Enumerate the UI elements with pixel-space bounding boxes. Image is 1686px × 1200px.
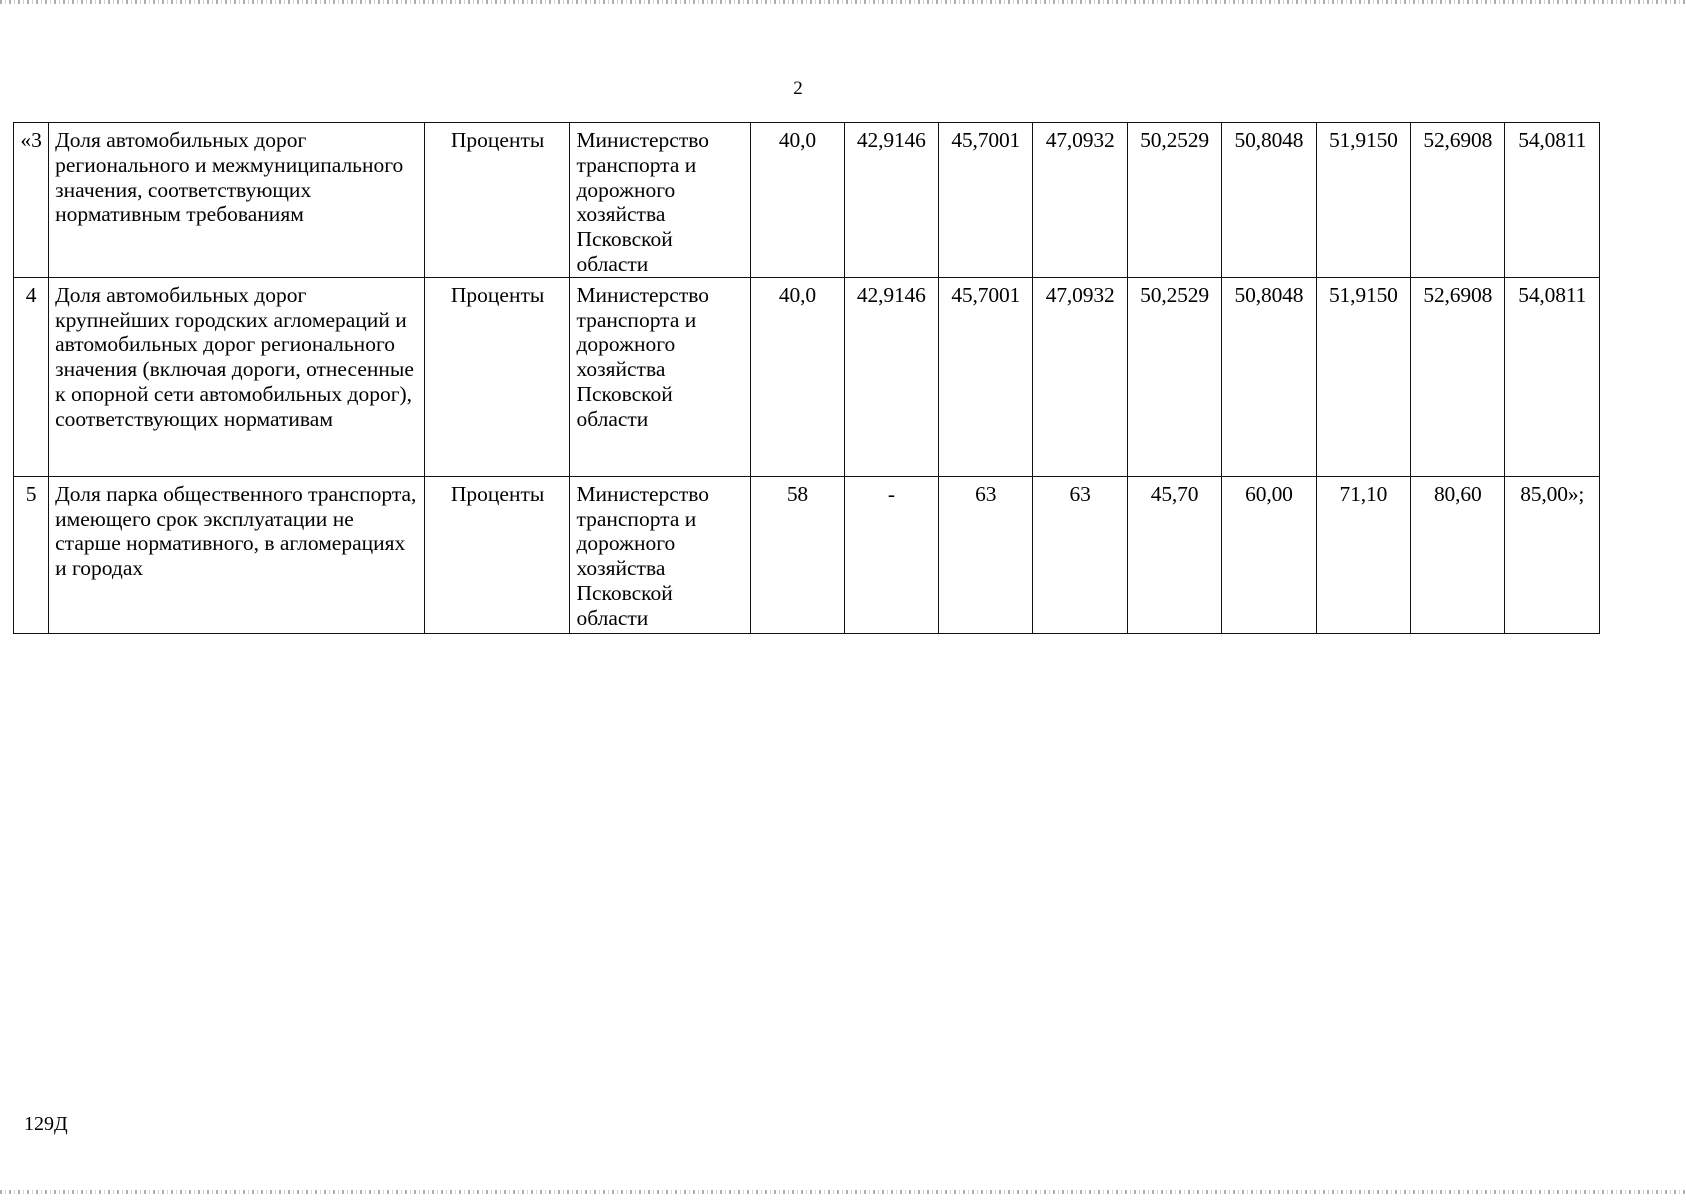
- indicators-table: [13, 122, 1600, 634]
- unit-cell: Проценты: [424, 476, 570, 633]
- row-number-cell: 5: [14, 476, 49, 633]
- value-cell: 51,9150: [1316, 277, 1410, 476]
- value-cell: 60,00: [1222, 476, 1316, 633]
- document-code: 129Д: [24, 1113, 68, 1135]
- scan-bottom-edge: [0, 1190, 1686, 1194]
- table-row: [14, 277, 1600, 476]
- page-number: 2: [793, 78, 803, 99]
- value-cell: 40,0: [751, 277, 844, 476]
- value-cell: 42,9146: [844, 123, 938, 278]
- unit-cell: Проценты: [424, 123, 570, 278]
- value-cell: 52,6908: [1411, 123, 1505, 278]
- row-number-cell: «3: [14, 123, 49, 278]
- value-cell: 80,60: [1411, 476, 1505, 633]
- scan-top-edge: [0, 0, 1686, 4]
- value-cell: 58: [751, 476, 844, 633]
- table-row: [14, 123, 1600, 278]
- value-cell: 45,70: [1127, 476, 1221, 633]
- table-row: [14, 476, 1600, 633]
- value-cell: 50,8048: [1222, 123, 1316, 278]
- value-cell: 45,7001: [939, 277, 1033, 476]
- value-cell: 51,9150: [1316, 123, 1410, 278]
- value-cell: -: [844, 476, 938, 633]
- value-cell: 45,7001: [939, 123, 1033, 278]
- value-cell: 42,9146: [844, 277, 938, 476]
- indicator-name-cell: Доля автомобильных дорог крупнейших городских агломераций и автомобильных дорог регионального значения (включая дороги, отнесенные к опорной сети автомобильных дорог), соответствующих нормативам: [49, 277, 425, 476]
- value-cell: 63: [939, 476, 1033, 633]
- value-cell: 50,8048: [1222, 277, 1316, 476]
- value-cell: 63: [1033, 476, 1127, 633]
- indicator-name-cell: Доля парка общественного транспорта, имеющего срок эксплуатации не старше нормативного, в агломерациях и городах: [49, 476, 425, 633]
- value-cell: 54,0811: [1505, 277, 1600, 476]
- value-cell: 52,6908: [1411, 277, 1505, 476]
- responsible-organization-cell: Министерство транспорта и дорожного хозяйства Псковской области: [570, 277, 751, 476]
- value-cell: 50,2529: [1127, 123, 1221, 278]
- responsible-organization-cell: Министерство транспорта и дорожного хозяйства Псковской области: [570, 123, 751, 278]
- row-number-cell: 4: [14, 277, 49, 476]
- value-cell: 40,0: [751, 123, 844, 278]
- value-cell: 54,0811: [1505, 123, 1600, 278]
- value-cell: 71,10: [1316, 476, 1410, 633]
- unit-cell: Проценты: [424, 277, 570, 476]
- value-cell: 47,0932: [1033, 277, 1127, 476]
- indicator-name-cell: Доля автомобильных дорог регионального и межмуниципального значения, соответствующих нормативным требованиям: [49, 123, 425, 278]
- value-cell: 50,2529: [1127, 277, 1221, 476]
- responsible-organization-cell: Министерство транспорта и дорожного хозяйства Псковской области: [570, 476, 751, 633]
- value-cell: 85,00»;: [1505, 476, 1600, 633]
- value-cell: 47,0932: [1033, 123, 1127, 278]
